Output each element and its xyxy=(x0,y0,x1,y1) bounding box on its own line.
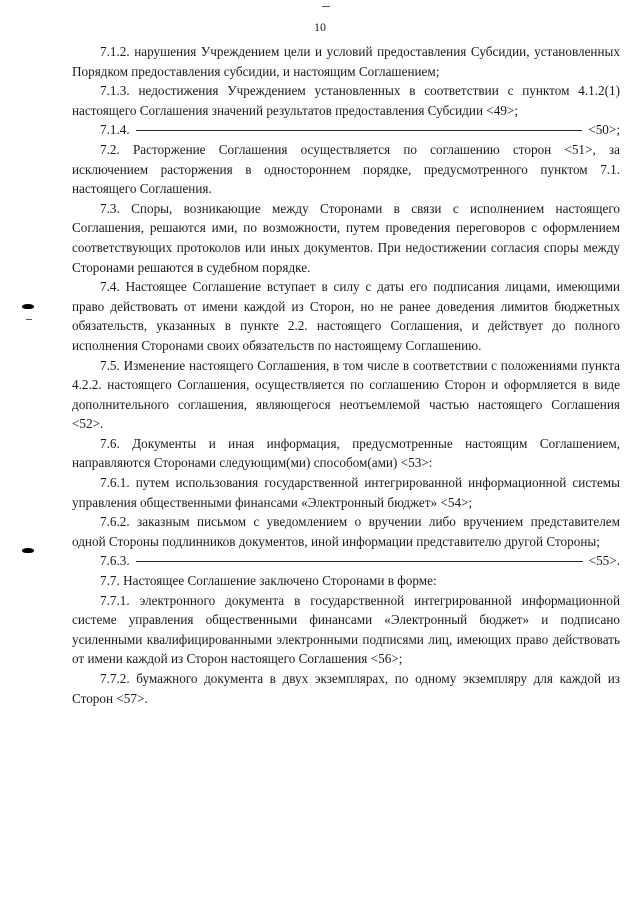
clause-7-6-3-label: 7.6.3. xyxy=(100,553,130,569)
clause-7-7-2: 7.7.2. бумажного документа в двух экземплярах, по одному экземпляру для каждой из Сторон <57>. xyxy=(72,671,620,706)
clause-7-4: 7.4. Настоящее Соглашение вступает в силу с даты его подписания лицами, имеющими право действовать от имени каждой из Сторон, но не ранее доведения лимитов бюджетных обязательств, указанных в пункте 2.2. настоящего Соглашения, и действует до полного исполнения Сторонами своих обязательств по настоящему Соглашению. xyxy=(72,279,620,353)
binder-hole-mark xyxy=(22,304,34,309)
clause-7-1-3: 7.1.3. недостижения Учреждением установленных в соответствии с пунктом 4.1.2(1) настоящего Соглашения значений результатов предоставления Субсидии <49>; xyxy=(72,83,620,118)
clause-7-7: 7.7. Настоящее Соглашение заключено Сторонами в форме: xyxy=(100,573,437,589)
clause-7-1-4-label: 7.1.4. xyxy=(100,122,130,138)
clause-7-2: 7.2. Расторжение Соглашения осуществляется по соглашению сторон <51>, за исключением расторжения в одностороннем порядке, предусмотренного пунктом 7.1. настоящего Соглашения. xyxy=(72,141,620,197)
clause-7-6-1: 7.6.1. путем использования государственной интегрированной информационной системы управления общественными финансами «Электронный бюджет» <54>; xyxy=(72,475,620,510)
clause-7-1-2: 7.1.2. нарушения Учреждением цели и условий предоставления Субсидии, установленных Порядком предоставления субсидии, и настоящим Соглашением; xyxy=(72,44,620,79)
clause-7-7-1: 7.7.1. электронного документа в государственной интегрированной информационной системе управления общественными финансами «Электронный бюджет» и подписано усиленными квалифицированными электронными подписями лиц, имеющих право действовать от имени каждой из Сторон настоящего Соглашения <56>; xyxy=(72,592,620,667)
clause-7-6-3 xyxy=(72,551,620,571)
clause-7-6-2: 7.6.2. заказным письмом с уведомлением о вручении либо вручением представителем одной Стороны подлинников документов, иной информации представителю другой Стороны; xyxy=(72,514,620,549)
document-body xyxy=(72,42,620,708)
binder-hole-mark xyxy=(22,548,34,553)
scan-speck xyxy=(322,6,330,7)
scan-speck xyxy=(26,319,32,320)
clause-7-1-4-note: <50>; xyxy=(588,122,620,138)
blank-fill-line xyxy=(136,130,583,131)
clause-7-3: 7.3. Споры, возникающие между Сторонами в связи с исполнением настоящего Соглашения, решаются ими, по возможности, путем проведения переговоров с оформлением соответствующих протоколов или иных документов. При недостижении согласия споры между Сторонами решаются в судебном порядке. xyxy=(72,200,620,275)
clause-7-6-3-note: <55>. xyxy=(588,553,620,569)
blank-fill-line xyxy=(136,561,583,562)
clause-7-6: 7.6. Документы и иная информация, предусмотренные настоящим Соглашением, направляются Сторонами следующим(ми) способом(ами) <53>: xyxy=(72,435,620,471)
page-number: 10 xyxy=(314,20,326,34)
clause-7-5: 7.5. Изменение настоящего Соглашения, в том числе в соответствии с положениями пункта 4.2.2. настоящего Соглашения, осуществляется по соглашению Сторон и оформляется в виде дополнительного соглашения, являющегося неотъемлемой частью настоящего Соглашения <52>. xyxy=(72,357,620,432)
clause-7-1-4 xyxy=(72,120,620,140)
